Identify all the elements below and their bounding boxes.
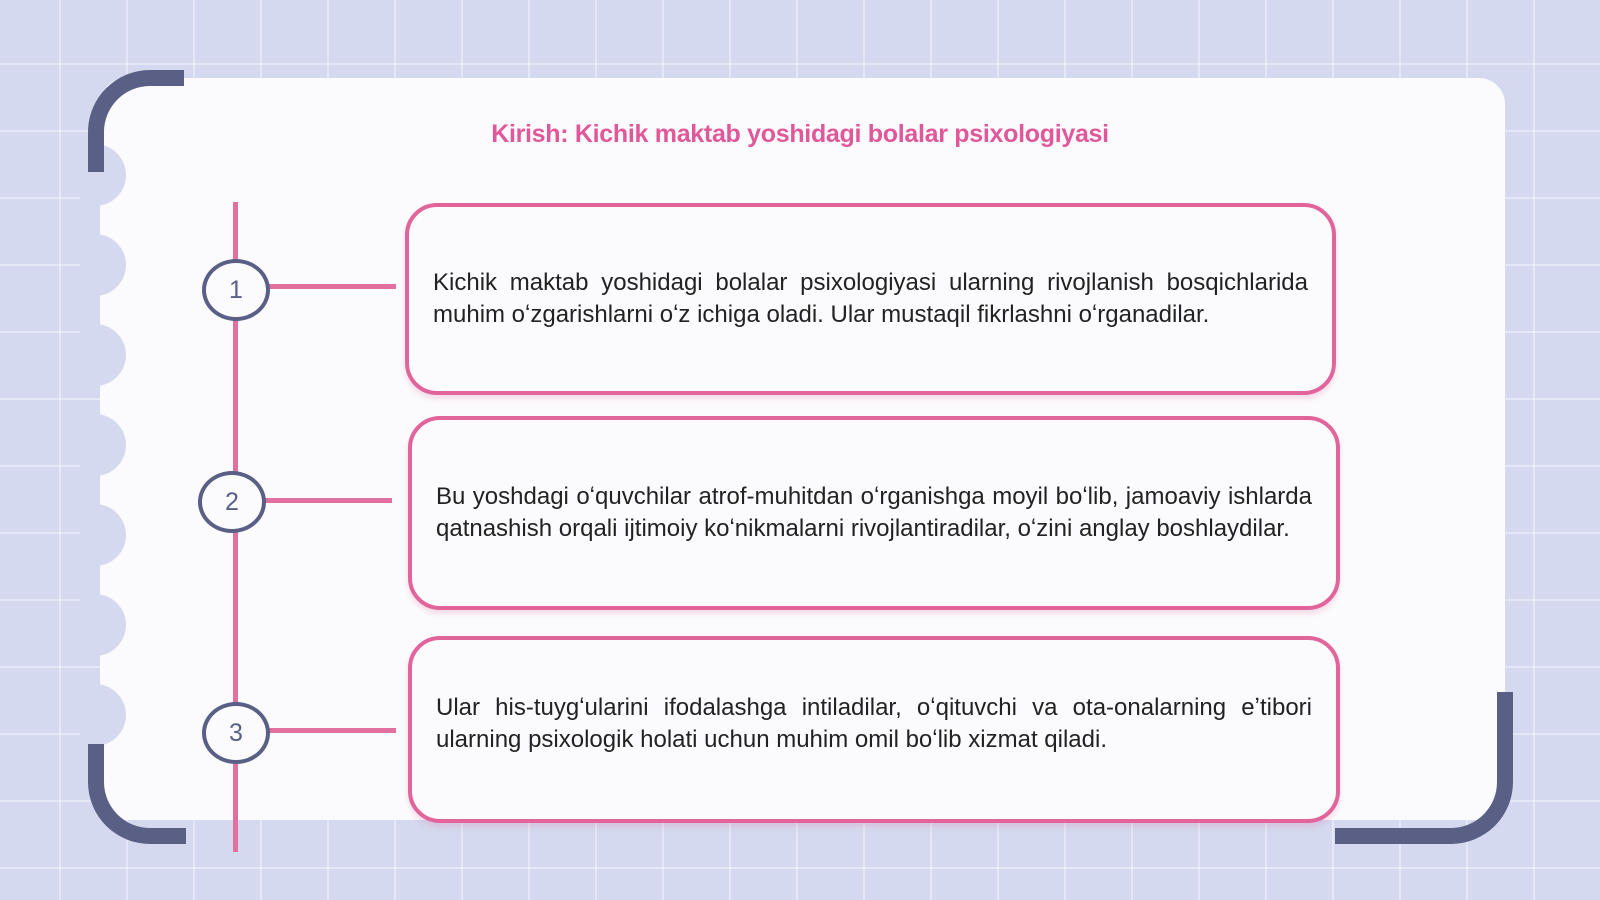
slide-title: Kirish: Kichik maktab yoshidagi bolalar psixologiyasi	[491, 120, 1109, 148]
corner-bracket-bottom-left	[88, 744, 186, 844]
timeline-card-1	[405, 203, 1336, 395]
timeline-card-2	[408, 416, 1340, 610]
timeline-card-text: Bu yoshdagi oʻquvchilar atrof-muhitdan oʻrganishga moyil boʻlib, jamoaviy ishlarda qatnashish orqali ijtimoiy koʻnikmalarni rivojlantiradilar, oʻzini anglay boshlaydilar.	[436, 483, 1312, 542]
timeline-card-text: Kichik maktab yoshidagi bolalar psixologiyasi ularning rivojlanish bosqichlarida muhim oʻzgarishlarni oʻz ichiga oladi. Ular mustaqil fikrlashni oʻrganadilar.	[433, 269, 1308, 328]
timeline-connector	[266, 284, 396, 289]
timeline-card-3	[408, 636, 1340, 823]
corner-bracket-top-left	[88, 70, 184, 172]
timeline-connector	[266, 728, 396, 733]
timeline-number-2: 2	[198, 471, 266, 533]
timeline-connector	[262, 498, 392, 503]
timeline-card-text: Ular his-tuygʻularini ifodalashga intiladilar, oʻqituvchi va ota-onalarning eʼtibori ularning psixologik holati uchun muhim omil boʻlib xizmat qiladi.	[436, 693, 1312, 753]
timeline-number-1: 1	[202, 259, 270, 321]
corner-bracket-bottom-right	[1335, 692, 1513, 844]
timeline-number-3: 3	[202, 702, 270, 764]
